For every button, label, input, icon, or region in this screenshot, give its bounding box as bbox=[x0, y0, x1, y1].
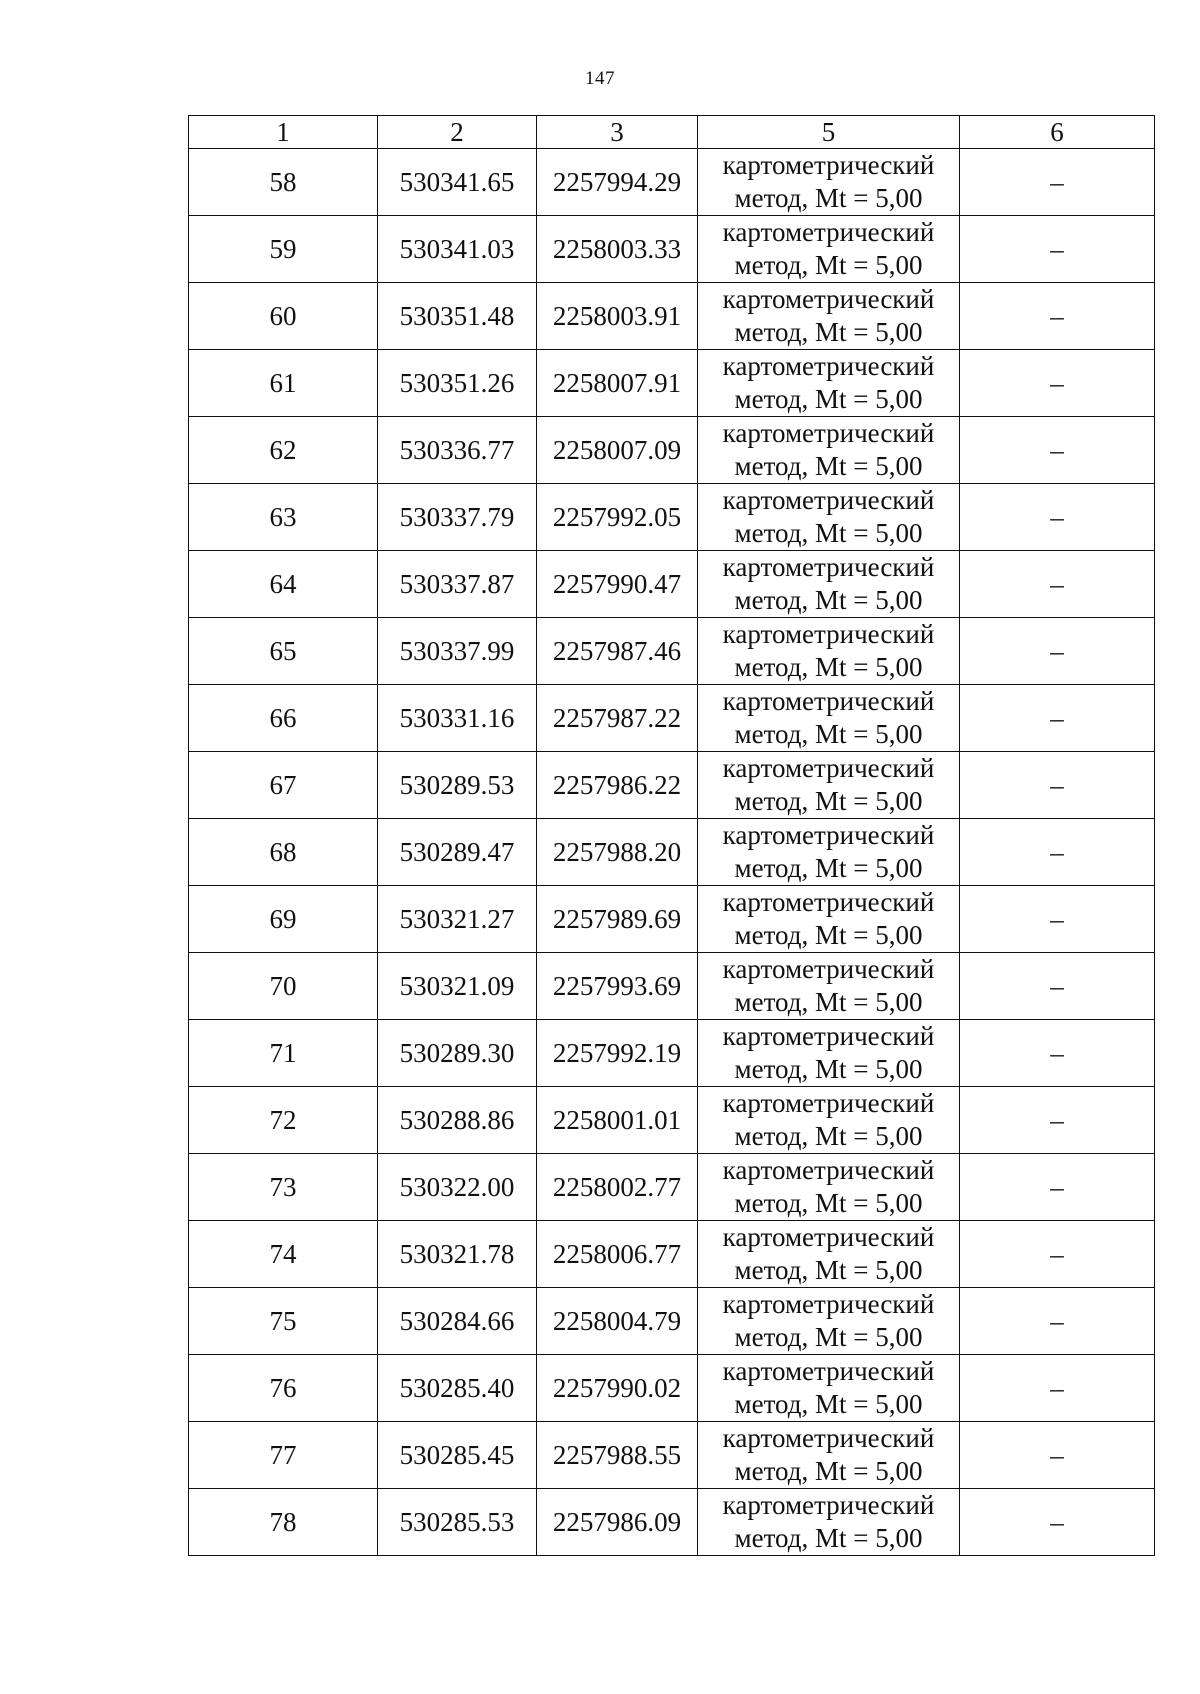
method-cell bbox=[698, 417, 960, 484]
point-number-cell: 76 bbox=[189, 1355, 378, 1422]
method-line-1: картометрический bbox=[722, 1356, 935, 1386]
x-coordinate-cell: 530337.79 bbox=[378, 484, 537, 551]
y-coordinate-cell: 2257986.09 bbox=[537, 1489, 698, 1556]
x-coordinate-cell: 530322.00 bbox=[378, 1154, 537, 1221]
table-row bbox=[189, 1221, 1155, 1288]
method-line-2: метод, Mt = 5,00 bbox=[734, 786, 923, 816]
point-number-cell: 65 bbox=[189, 618, 378, 685]
point-number-cell: 74 bbox=[189, 1221, 378, 1288]
method-line-1: картометрический bbox=[722, 552, 935, 582]
column-header: 3 bbox=[537, 116, 698, 149]
table-row bbox=[189, 1087, 1155, 1154]
x-coordinate-cell: 530289.47 bbox=[378, 819, 537, 886]
table-row bbox=[189, 953, 1155, 1020]
note-cell: – bbox=[960, 1288, 1155, 1355]
note-cell: – bbox=[960, 685, 1155, 752]
x-coordinate-cell: 530285.40 bbox=[378, 1355, 537, 1422]
method-line-1: картометрический bbox=[722, 1289, 935, 1319]
method-line-2: метод, Mt = 5,00 bbox=[734, 987, 923, 1017]
method-line-2: метод, Mt = 5,00 bbox=[734, 1389, 923, 1419]
method-cell bbox=[698, 618, 960, 685]
method-cell bbox=[698, 819, 960, 886]
method-cell bbox=[698, 216, 960, 283]
point-number-cell: 75 bbox=[189, 1288, 378, 1355]
method-line-2: метод, Mt = 5,00 bbox=[734, 451, 923, 481]
coordinates-table bbox=[188, 115, 1155, 1556]
method-line-1: картометрический bbox=[722, 418, 935, 448]
note-cell: – bbox=[960, 886, 1155, 953]
note-cell: – bbox=[960, 1087, 1155, 1154]
method-cell bbox=[698, 484, 960, 551]
point-number-cell: 61 bbox=[189, 350, 378, 417]
method-line-2: метод, Mt = 5,00 bbox=[734, 250, 923, 280]
y-coordinate-cell: 2257986.22 bbox=[537, 752, 698, 819]
method-line-2: метод, Mt = 5,00 bbox=[734, 1188, 923, 1218]
method-cell bbox=[698, 1221, 960, 1288]
method-line-1: картометрический bbox=[722, 954, 935, 984]
method-line-1: картометрический bbox=[722, 150, 935, 180]
method-cell bbox=[698, 1489, 960, 1556]
point-number-cell: 66 bbox=[189, 685, 378, 752]
table-row bbox=[189, 1489, 1155, 1556]
x-coordinate-cell: 530341.03 bbox=[378, 216, 537, 283]
y-coordinate-cell: 2257994.29 bbox=[537, 149, 698, 216]
point-number-cell: 60 bbox=[189, 283, 378, 350]
note-cell: – bbox=[960, 149, 1155, 216]
method-line-2: метод, Mt = 5,00 bbox=[734, 317, 923, 347]
method-line-1: картометрический bbox=[722, 1423, 935, 1453]
method-cell bbox=[698, 953, 960, 1020]
method-cell bbox=[698, 1355, 960, 1422]
x-coordinate-cell: 530331.16 bbox=[378, 685, 537, 752]
point-number-cell: 64 bbox=[189, 551, 378, 618]
table-row bbox=[189, 618, 1155, 685]
x-coordinate-cell: 530288.86 bbox=[378, 1087, 537, 1154]
column-header: 6 bbox=[960, 116, 1155, 149]
x-coordinate-cell: 530289.30 bbox=[378, 1020, 537, 1087]
column-header: 2 bbox=[378, 116, 537, 149]
table-row bbox=[189, 216, 1155, 283]
x-coordinate-cell: 530285.53 bbox=[378, 1489, 537, 1556]
method-line-1: картометрический bbox=[722, 1490, 935, 1520]
method-cell bbox=[698, 283, 960, 350]
y-coordinate-cell: 2258006.77 bbox=[537, 1221, 698, 1288]
note-cell: – bbox=[960, 618, 1155, 685]
point-number-cell: 71 bbox=[189, 1020, 378, 1087]
note-cell: – bbox=[960, 551, 1155, 618]
method-cell bbox=[698, 1087, 960, 1154]
table-row bbox=[189, 1355, 1155, 1422]
method-line-1: картометрический bbox=[722, 485, 935, 515]
y-coordinate-cell: 2257990.47 bbox=[537, 551, 698, 618]
point-number-cell: 59 bbox=[189, 216, 378, 283]
point-number-cell: 77 bbox=[189, 1422, 378, 1489]
note-cell: – bbox=[960, 1422, 1155, 1489]
y-coordinate-cell: 2257987.46 bbox=[537, 618, 698, 685]
point-number-cell: 78 bbox=[189, 1489, 378, 1556]
table-body bbox=[189, 116, 1155, 1556]
table-row bbox=[189, 283, 1155, 350]
method-line-1: картометрический bbox=[722, 820, 935, 850]
method-cell bbox=[698, 685, 960, 752]
method-line-1: картометрический bbox=[722, 1222, 935, 1252]
method-cell bbox=[698, 1422, 960, 1489]
method-line-1: картометрический bbox=[722, 619, 935, 649]
point-number-cell: 67 bbox=[189, 752, 378, 819]
y-coordinate-cell: 2257992.05 bbox=[537, 484, 698, 551]
method-cell bbox=[698, 752, 960, 819]
x-coordinate-cell: 530321.09 bbox=[378, 953, 537, 1020]
note-cell: – bbox=[960, 1020, 1155, 1087]
method-cell bbox=[698, 886, 960, 953]
method-line-1: картометрический bbox=[722, 686, 935, 716]
method-cell bbox=[698, 1154, 960, 1221]
table-row bbox=[189, 1422, 1155, 1489]
method-cell bbox=[698, 350, 960, 417]
note-cell: – bbox=[960, 1221, 1155, 1288]
note-cell: – bbox=[960, 283, 1155, 350]
method-cell bbox=[698, 149, 960, 216]
page-number: 147 bbox=[585, 68, 615, 89]
method-line-2: метод, Mt = 5,00 bbox=[734, 183, 923, 213]
method-line-2: метод, Mt = 5,00 bbox=[734, 920, 923, 950]
x-coordinate-cell: 530284.66 bbox=[378, 1288, 537, 1355]
method-line-2: метод, Mt = 5,00 bbox=[734, 1255, 923, 1285]
note-cell: – bbox=[960, 752, 1155, 819]
x-coordinate-cell: 530337.87 bbox=[378, 551, 537, 618]
table-row bbox=[189, 819, 1155, 886]
table-row bbox=[189, 350, 1155, 417]
method-line-2: метод, Mt = 5,00 bbox=[734, 384, 923, 414]
method-line-2: метод, Mt = 5,00 bbox=[734, 853, 923, 883]
y-coordinate-cell: 2258003.91 bbox=[537, 283, 698, 350]
x-coordinate-cell: 530351.26 bbox=[378, 350, 537, 417]
note-cell: – bbox=[960, 953, 1155, 1020]
table-row bbox=[189, 484, 1155, 551]
method-line-1: картометрический bbox=[722, 1155, 935, 1185]
point-number-cell: 73 bbox=[189, 1154, 378, 1221]
table-row bbox=[189, 551, 1155, 618]
note-cell: – bbox=[960, 417, 1155, 484]
note-cell: – bbox=[960, 216, 1155, 283]
column-header: 5 bbox=[698, 116, 960, 149]
y-coordinate-cell: 2257989.69 bbox=[537, 886, 698, 953]
x-coordinate-cell: 530321.78 bbox=[378, 1221, 537, 1288]
method-cell bbox=[698, 1020, 960, 1087]
method-line-2: метод, Mt = 5,00 bbox=[734, 1322, 923, 1352]
note-cell: – bbox=[960, 1154, 1155, 1221]
method-line-2: метод, Mt = 5,00 bbox=[734, 585, 923, 615]
table-row bbox=[189, 685, 1155, 752]
method-line-1: картометрический bbox=[722, 887, 935, 917]
y-coordinate-cell: 2257993.69 bbox=[537, 953, 698, 1020]
method-line-1: картометрический bbox=[722, 217, 935, 247]
method-line-2: метод, Mt = 5,00 bbox=[734, 719, 923, 749]
table-row bbox=[189, 417, 1155, 484]
method-line-1: картометрический bbox=[722, 1021, 935, 1051]
point-number-cell: 63 bbox=[189, 484, 378, 551]
x-coordinate-cell: 530351.48 bbox=[378, 283, 537, 350]
method-line-2: метод, Mt = 5,00 bbox=[734, 518, 923, 548]
method-cell bbox=[698, 551, 960, 618]
header-row bbox=[189, 116, 1155, 149]
method-line-1: картометрический bbox=[722, 1088, 935, 1118]
method-line-2: метод, Mt = 5,00 bbox=[734, 652, 923, 682]
y-coordinate-cell: 2257987.22 bbox=[537, 685, 698, 752]
note-cell: – bbox=[960, 350, 1155, 417]
y-coordinate-cell: 2258004.79 bbox=[537, 1288, 698, 1355]
y-coordinate-cell: 2258007.91 bbox=[537, 350, 698, 417]
method-line-1: картометрический bbox=[722, 284, 935, 314]
note-cell: – bbox=[960, 1489, 1155, 1556]
point-number-cell: 72 bbox=[189, 1087, 378, 1154]
y-coordinate-cell: 2257988.55 bbox=[537, 1422, 698, 1489]
x-coordinate-cell: 530337.99 bbox=[378, 618, 537, 685]
method-line-2: метод, Mt = 5,00 bbox=[734, 1054, 923, 1084]
method-line-2: метод, Mt = 5,00 bbox=[734, 1121, 923, 1151]
note-cell: – bbox=[960, 484, 1155, 551]
method-line-2: метод, Mt = 5,00 bbox=[734, 1456, 923, 1486]
x-coordinate-cell: 530341.65 bbox=[378, 149, 537, 216]
y-coordinate-cell: 2257992.19 bbox=[537, 1020, 698, 1087]
x-coordinate-cell: 530321.27 bbox=[378, 886, 537, 953]
point-number-cell: 69 bbox=[189, 886, 378, 953]
y-coordinate-cell: 2258007.09 bbox=[537, 417, 698, 484]
y-coordinate-cell: 2258001.01 bbox=[537, 1087, 698, 1154]
point-number-cell: 62 bbox=[189, 417, 378, 484]
column-header: 1 bbox=[189, 116, 378, 149]
y-coordinate-cell: 2257990.02 bbox=[537, 1355, 698, 1422]
table-row bbox=[189, 886, 1155, 953]
note-cell: – bbox=[960, 819, 1155, 886]
y-coordinate-cell: 2258002.77 bbox=[537, 1154, 698, 1221]
x-coordinate-cell: 530285.45 bbox=[378, 1422, 537, 1489]
point-number-cell: 70 bbox=[189, 953, 378, 1020]
table-row bbox=[189, 1020, 1155, 1087]
point-number-cell: 68 bbox=[189, 819, 378, 886]
x-coordinate-cell: 530336.77 bbox=[378, 417, 537, 484]
note-cell: – bbox=[960, 1355, 1155, 1422]
x-coordinate-cell: 530289.53 bbox=[378, 752, 537, 819]
y-coordinate-cell: 2258003.33 bbox=[537, 216, 698, 283]
table-row bbox=[189, 1288, 1155, 1355]
table-row bbox=[189, 752, 1155, 819]
point-number-cell: 58 bbox=[189, 149, 378, 216]
table-row bbox=[189, 149, 1155, 216]
table-row bbox=[189, 1154, 1155, 1221]
method-cell bbox=[698, 1288, 960, 1355]
method-line-1: картометрический bbox=[722, 753, 935, 783]
method-line-1: картометрический bbox=[722, 351, 935, 381]
y-coordinate-cell: 2257988.20 bbox=[537, 819, 698, 886]
method-line-2: метод, Mt = 5,00 bbox=[734, 1523, 923, 1553]
